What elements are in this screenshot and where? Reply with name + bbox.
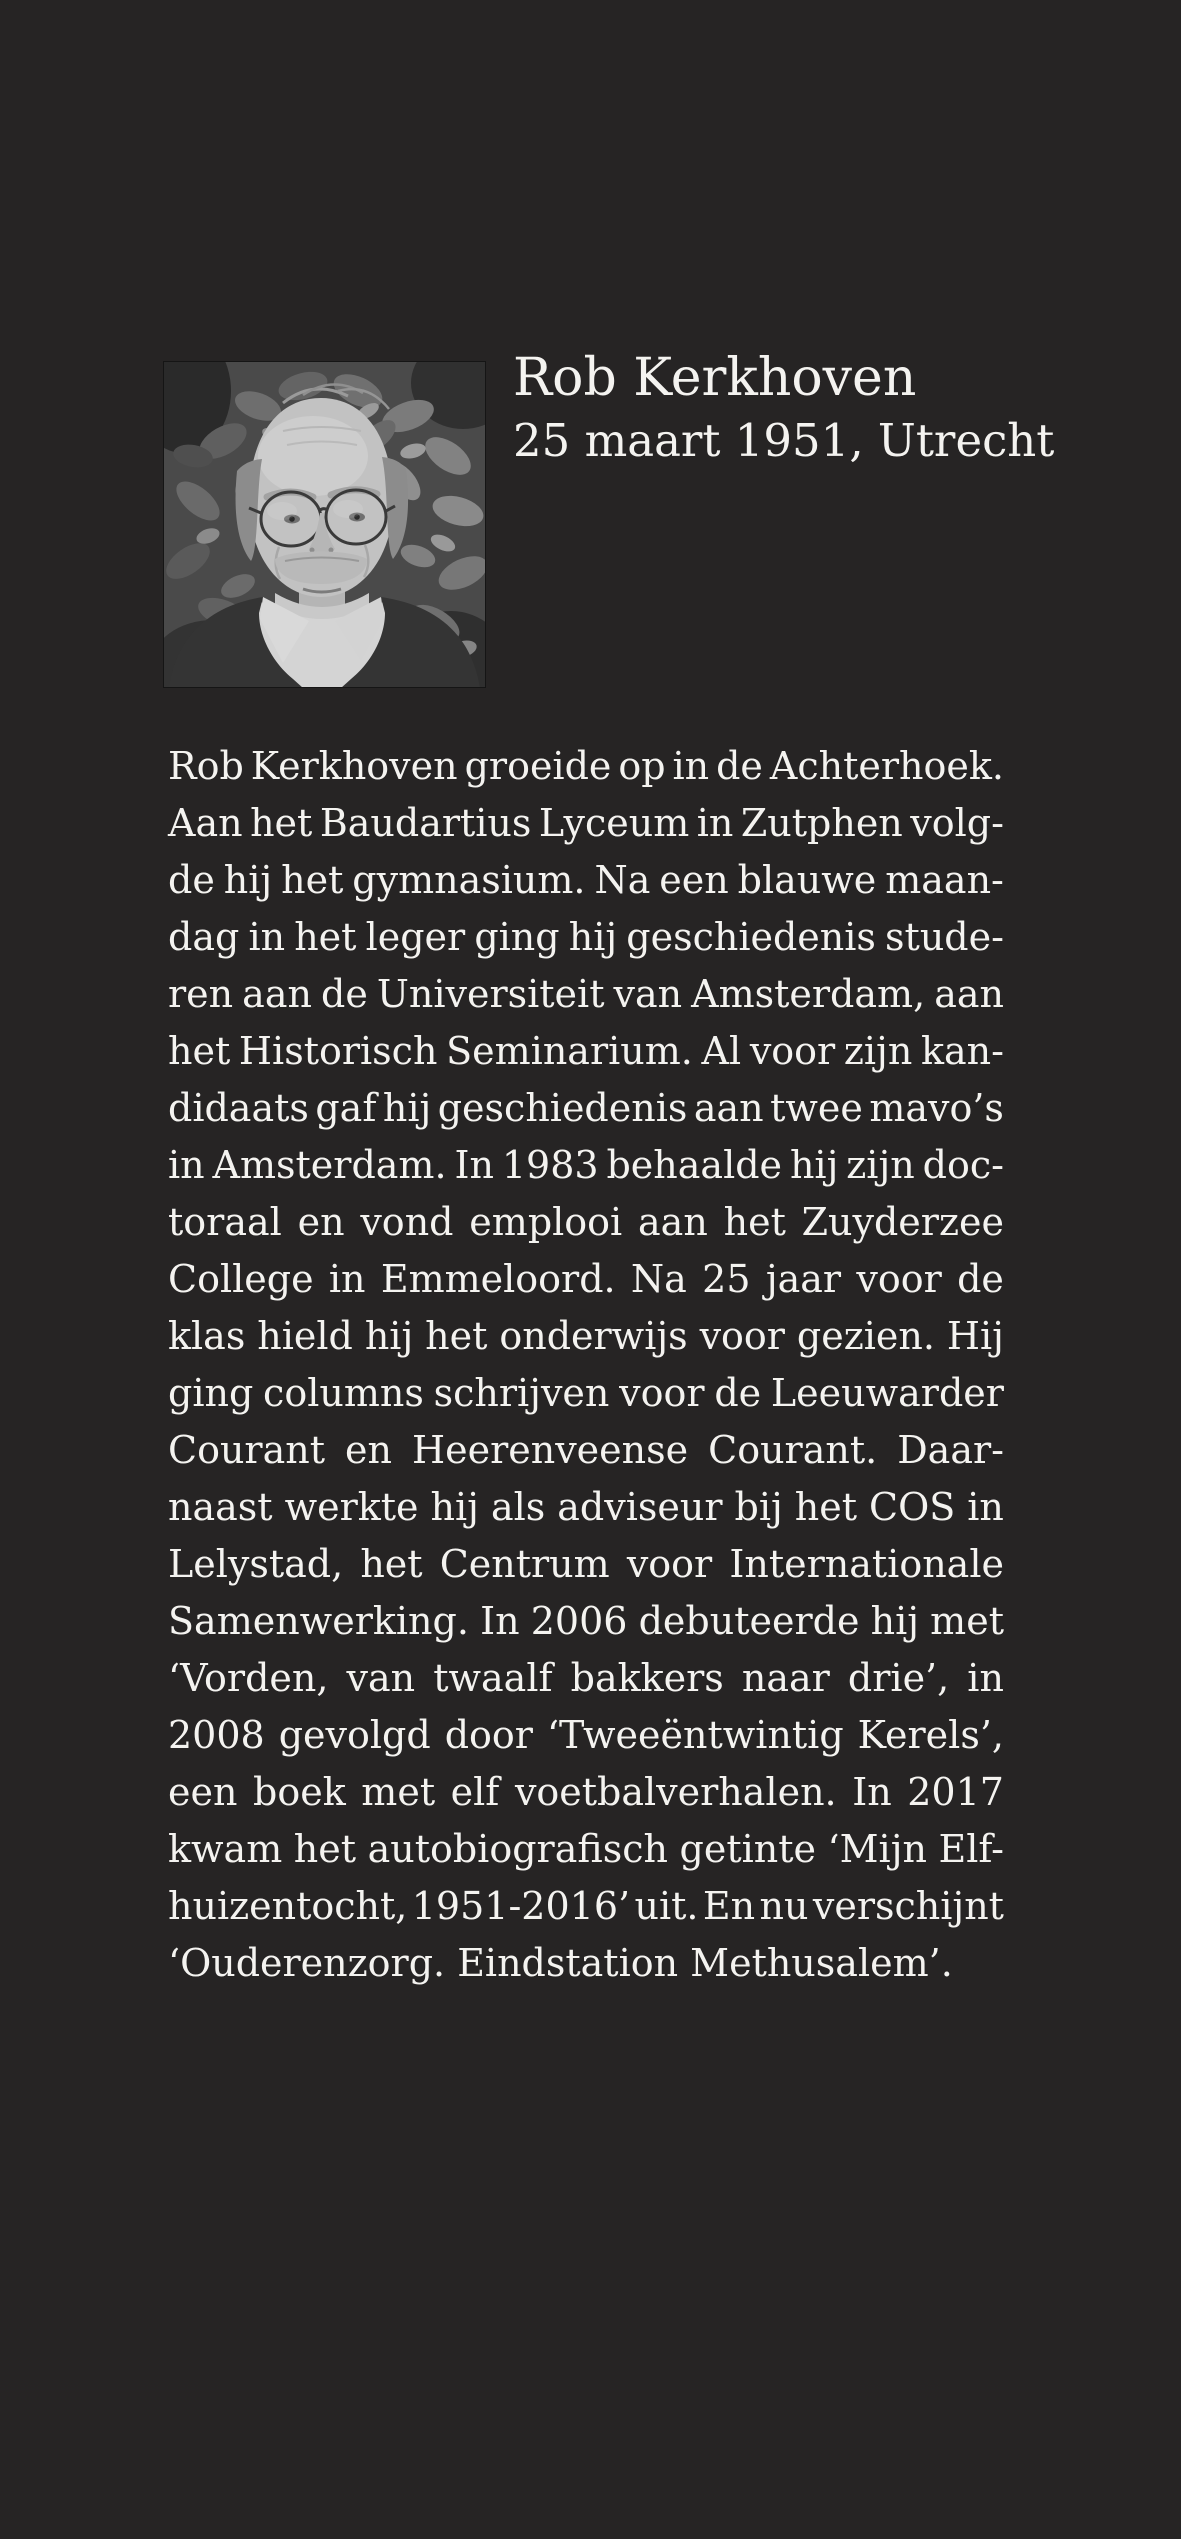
bio-line: ging columns schrijven voor de Leeuwarder — [168, 1371, 1004, 1415]
bio-line: didaats gaf hij geschiedenis aan twee mavo’s — [168, 1086, 1004, 1130]
bio-line: ren aan de Universiteit van Amsterdam, aan — [168, 972, 1004, 1016]
author-name: Rob Kerkhoven — [513, 348, 917, 408]
bio-line: College in Emmeloord. Na 25 jaar voor de — [168, 1257, 1004, 1301]
author-heading — [513, 347, 1054, 471]
bio-line: ‘Ouderenzorg. Eindstation Methusalem’. — [168, 1941, 953, 1985]
bio-line: Aan het Baudartius Lyceum in Zutphen volg- — [168, 801, 1004, 845]
bio-line: klas hield hij het onderwijs voor gezien. Hij — [168, 1314, 1004, 1358]
bio-line: in Amsterdam. In 1983 behaalde hij zijn doc- — [168, 1143, 1004, 1187]
bio-line: Rob Kerkhoven groeide op in de Achterhoek. — [168, 744, 1004, 788]
bio-line: een boek met elf voetbalverhalen. In 2017 — [168, 1770, 1004, 1814]
lens-glare — [267, 502, 297, 520]
bio-text — [168, 738, 1004, 1992]
bio-line: 2008 gevolgd door ‘Tweeëntwintig Kerels’, — [168, 1713, 1004, 1757]
bio-line: ‘Vorden, van twaalf bakkers naar drie’, in — [168, 1656, 1004, 1700]
portrait-illustration — [163, 361, 486, 688]
bio-line: kwam het autobiografisch getinte ‘Mijn Elf- — [168, 1827, 1004, 1871]
bio-line: Samenwerking. In 2006 debuteerde hij met — [168, 1599, 1004, 1643]
lens-glare — [333, 500, 363, 518]
bio-line: dag in het leger ging hij geschiedenis stude- — [168, 915, 1004, 959]
bio-line: Courant en Heerenveense Courant. Daar- — [168, 1428, 1004, 1472]
bio-line: de hij het gymnasium. Na een blauwe maan- — [168, 858, 1004, 902]
author-birthdate: 25 maart 1951, Utrecht — [513, 414, 1055, 467]
bio-line: huizentocht, 1951-2016’ uit. En nu verschijnt — [168, 1884, 1004, 1928]
bio-line: toraal en vond emplooi aan het Zuyderzee — [168, 1200, 1004, 1244]
author-photo — [163, 361, 486, 688]
bio-line: naast werkte hij als adviseur bij het COS in — [168, 1485, 1004, 1529]
bio-line: Lelystad, het Centrum voor Internationale — [168, 1542, 1004, 1586]
bio-line: het Historisch Seminarium. Al voor zijn kan- — [168, 1029, 1004, 1073]
